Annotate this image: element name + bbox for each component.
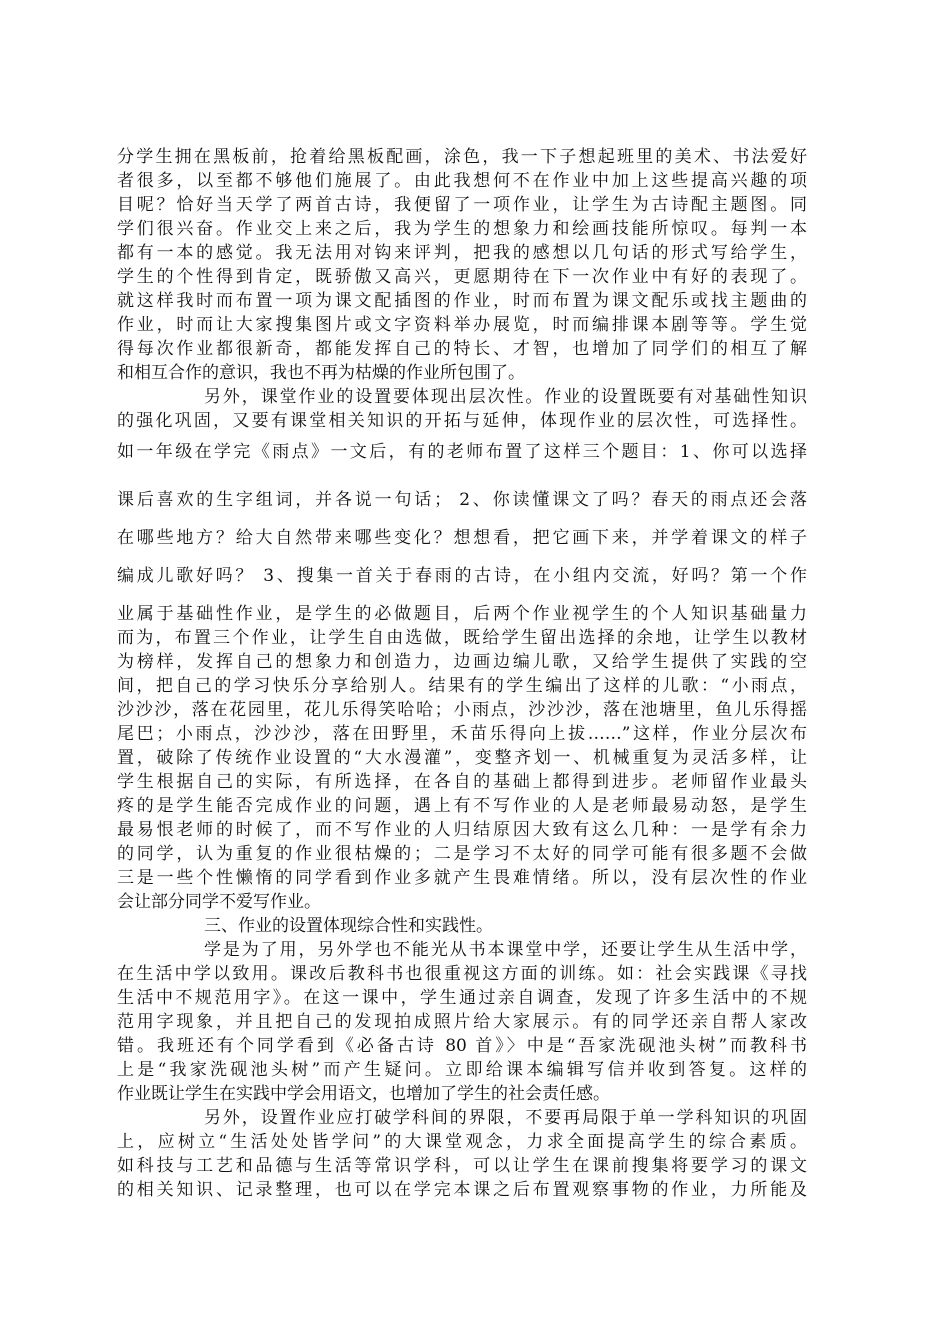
text-line: 三是一些个性懒惰的同学看到作业多就产生畏难情绪。所以，没有层次性的作业 [117, 868, 807, 888]
text-line: 为榜样，发挥自己的想象力和创造力，边画边编儿歌，又给学生提供了实践的空 [117, 652, 807, 672]
text-line: 疼的是学生能否完成作业的问题，遇上有不写作业的人是老师最易动怒，是学生 [117, 796, 807, 816]
text-line: 分学生拥在黑板前，抢着给黑板配画，涂色，我一下子想起班里的美术、书法爱好 [117, 147, 807, 167]
text-line: 生活中不规范用字》。在这一课中，学生通过亲自调查，发现了许多生活中的不规 [117, 988, 807, 1008]
text-line: 作业，时而让大家搜集图片或文字资料举办展览，时而编排课本剧等等。学生觉 [117, 315, 807, 335]
text-line: 学们很兴奋。作业交上来之后，我为学生的想象力和绘画技能所惊叹。每判一本 [117, 219, 807, 239]
text-line: 和相互合作的意识，我也不再为枯燥的作业所包围了。 [117, 363, 525, 383]
text-line: 而为，布置三个作业，让学生自由选做，既给学生留出选择的余地，让学生以教材 [117, 628, 807, 648]
paragraph-first-line: 另外，设置作业应打破学科间的界限，不要再局限于单一学科知识的巩固 [204, 1108, 807, 1128]
text-line: 编成儿歌好吗？ 3、搜集一首关于春雨的古诗，在小组内交流，好吗？第一个作 [117, 566, 807, 586]
text-line: 的同学，认为重复的作业很枯燥的；二是学习不太好的同学可能有很多题不会做 [117, 844, 807, 864]
text-line: 最易恨老师的时候了，而不写作业的人归结原因大致有这么几种：一是学有余力 [117, 820, 807, 840]
paragraph-first-line: 另外，课堂作业的设置要体现出层次性。作业的设置既要有对基础性知识 [204, 387, 807, 407]
text-line: 得每次作业都很新奇，都能发挥自己的特长、才智，也增加了同学们的相互了解 [117, 339, 807, 359]
text-line: 作业既让学生在实践中学会用语文，也增加了学生的社会责任感。 [117, 1084, 610, 1104]
text-line: 在生活中学以致用。课改后教科书也很重视这方面的训练。如：社会实践课《寻找 [117, 964, 807, 984]
text-line: 会让部分同学不爱写作业。 [117, 892, 321, 912]
text-line: 间，把自己的学习快乐分享给别人。结果有的学生编出了这样的儿歌：“小雨点， [117, 676, 807, 696]
text-line: 学生根据自己的实际，有所选择，在各自的基础上都得到进步。老师留作业最头 [117, 772, 807, 792]
text-line: 学生的个性得到肯定，既骄傲又高兴，更愿期待在下一次作业中有好的表现了。 [117, 267, 807, 287]
text-line: 错。我班还有个同学看到《必备古诗 80 首》〉中是“吾家洗砚池头树”而教科书 [117, 1036, 807, 1056]
text-line: 范用字现象，并且把自己的发现拍成照片给大家展示。有的同学还亲自帮人家改 [117, 1012, 807, 1032]
text-line: 上是“我家洗砚池头树”而产生疑问。立即给课本编辑写信并收到答复。这样的 [117, 1060, 807, 1080]
text-line: 的强化巩固，又要有课堂相关知识的开拓与延伸，体现作业的层次性，可选择性。 [117, 411, 807, 431]
text-line: 的相关知识、记录整理，也可以在学完本课之后布置观察事物的作业，力所能及 [117, 1180, 807, 1200]
text-line: 都有一本的感觉。我无法用对钩来评判，把我的感想以几句话的形式写给学生， [117, 243, 807, 263]
text-line: 上，应树立“生活处处皆学问”的大课堂观念，力求全面提高学生的综合素质。 [117, 1132, 807, 1152]
text-line: 者很多，以至都不够他们施展了。由此我想何不在作业中加上这些提高兴趣的项 [117, 171, 807, 191]
text-line: 业属于基础性作业，是学生的必做题目，后两个作业视学生的个人知识基础量力 [117, 604, 807, 624]
text-line: 在哪些地方？给大自然带来哪些变化？想想看，把它画下来，并学着课文的样子 [117, 528, 807, 548]
text-line: 目呢？恰好当天学了两首古诗，我便留了一项作业，让学生为古诗配主题图。同 [117, 195, 807, 215]
text-line: 如科技与工艺和品德与生活等常识学科，可以让学生在课前搜集将要学习的课文 [117, 1156, 807, 1176]
text-line: 如一年级在学完《雨点》一文后，有的老师布置了这样三个题目：1、你可以选择 [117, 442, 807, 462]
text-line: 尾巴；小雨点，沙沙沙，落在田野里，禾苗乐得向上拔……”这样，作业分层次布 [117, 724, 807, 744]
text-line: 课后喜欢的生字组词，并各说一句话； 2、你读懂课文了吗？春天的雨点还会落 [117, 490, 807, 510]
text-line: 就这样我时而布置一项为课文配插图的作业，时而布置为课文配乐或找主题曲的 [117, 291, 807, 311]
paragraph-first-line: 学是为了用，另外学也不能光从书本课堂中学，还要让学生从生活中学， [204, 940, 807, 960]
text-line: 置，破除了传统作业设置的“大水漫灌”，变整齐划一、机械重复为灵活多样，让 [117, 748, 807, 768]
section-heading: 三、作业的设置体现综合性和实践性。 [204, 916, 493, 936]
text-line: 沙沙沙，落在花园里，花儿乐得笑哈哈；小雨点，沙沙沙，落在池塘里，鱼儿乐得摇 [117, 700, 807, 720]
